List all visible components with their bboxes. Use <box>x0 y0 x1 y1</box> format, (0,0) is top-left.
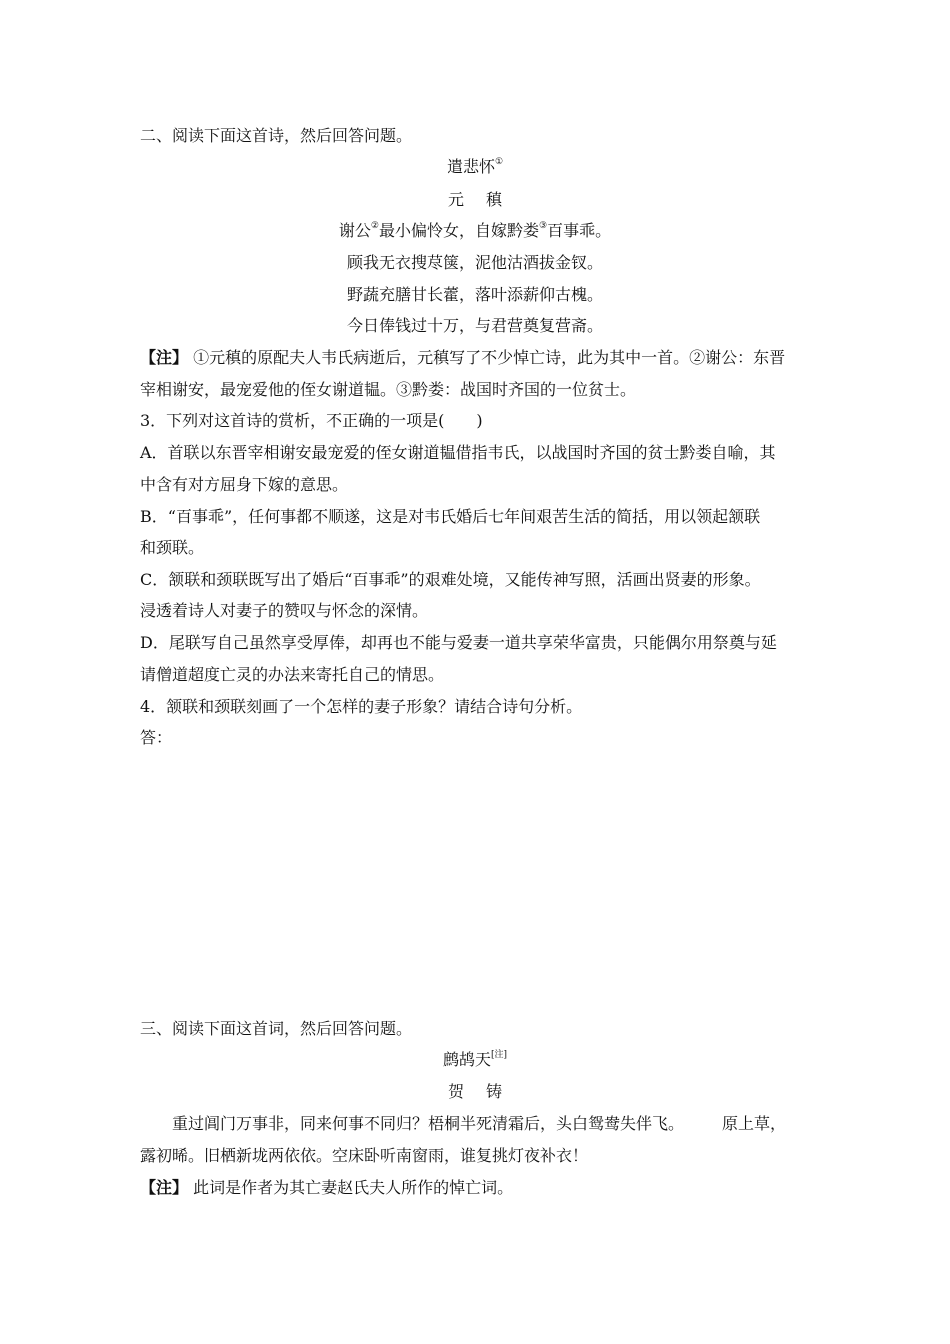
poem-title-text: 遣悲怀 <box>446 157 495 176</box>
ci-author-char-2: 铸 <box>486 1082 503 1101</box>
section3-heading: 三、阅读下面这首词，然后回答问题。 <box>140 1019 413 1038</box>
option-b-line-1: B．“百事乖”，任何事都不顺遂，这是对韦氏婚后七年间艰苦生活的简括，用以领起颔联 <box>140 507 761 526</box>
ci-text-line-1-part-a: 重过阊门万事非，同来何事不同归？梧桐半死清霜后，头白鸳鸯失伴飞。 <box>172 1114 685 1133</box>
option-c-line-2: 浸透着诗人对妻子的赞叹与怀念的深情。 <box>140 601 429 620</box>
ci-text-line-2: 露初晞。旧栖新垅两依依。空床卧听南窗雨，谁复挑灯夜补衣！ <box>140 1146 589 1165</box>
question-3: 3．下列对这首诗的赏析，不正确的一项是( ) <box>140 411 483 430</box>
ci-note <box>140 1178 810 1198</box>
poem-note-line-2: 宰相谢安，最宠爱他的侄女谢道韫。③黔娄：战国时齐国的一位贫士。 <box>140 380 637 399</box>
option-a-line-2: 中含有对方屈身下嫁的意思。 <box>140 475 349 494</box>
ci-title <box>140 1050 810 1070</box>
poem-line-1-part-c: 百事乖。 <box>547 221 612 240</box>
option-a-line-1: A．首联以东晋宰相谢安最宠爱的侄女谢道韫借指韦氏，以战国时齐国的贫士黔娄自喻，其 <box>140 443 776 462</box>
poem-line-4: 今日俸钱过十万，与君营奠复营斋。 <box>346 316 603 335</box>
footnote-marker-2: ② <box>370 221 379 231</box>
ci-note-text: 此词是作者为其亡妻赵氏夫人所作的悼亡词。 <box>193 1178 514 1197</box>
author-char-2: 稹 <box>486 190 503 209</box>
poem-author <box>140 190 810 210</box>
note-label: 【注】 <box>140 348 189 367</box>
poem-line-1-part-a: 谢公 <box>338 221 371 240</box>
answer-label: 答： <box>140 728 173 747</box>
ci-title-note-marker: [注] <box>490 1050 508 1060</box>
question-4: 4．颔联和颈联刻画了一个怎样的妻子形象？请结合诗句分析。 <box>140 697 583 716</box>
ci-title-text: 鹧鸪天 <box>442 1050 491 1069</box>
poem-line-3: 野蔬充膳甘长藿，落叶添薪仰古槐。 <box>346 285 603 304</box>
poem-line-2: 顾我无衣搜荩箧，泥他沽酒拔金钗。 <box>346 253 603 272</box>
section2-heading: 二、阅读下面这首诗，然后回答问题。 <box>140 126 413 145</box>
footnote-marker-3: ③ <box>539 221 548 231</box>
poem-line-1-part-b: 最小偏怜女，自嫁黔娄 <box>378 221 539 240</box>
poem-title-footnote-marker: ① <box>494 157 504 167</box>
note-text-1: ①元稹的原配夫人韦氏病逝后，元稹写了不少悼亡诗，此为其中一首。②谢公：东晋 <box>193 348 786 367</box>
option-b-line-2: 和颈联。 <box>140 538 205 557</box>
ci-text-line-1-part-b: 原上草， <box>722 1114 787 1133</box>
option-d-line-2: 请僧道超度亡灵的办法来寄托自己的情思。 <box>140 665 445 684</box>
poem-title <box>140 157 810 177</box>
option-d-line-1: D．尾联写自己虽然享受厚俸，却再也不能与爱妻一道共享荣华富贵，只能偶尔用祭奠与延 <box>140 633 777 652</box>
poem-note-line-1 <box>140 348 810 368</box>
ci-author-char-1: 贺 <box>447 1082 464 1101</box>
ci-author <box>140 1082 810 1102</box>
ci-text-line-1 <box>140 1114 810 1134</box>
ci-note-label: 【注】 <box>140 1178 189 1197</box>
option-c-line-1: C．颔联和颈联既写出了婚后“百事乖”的艰难处境，又能传神写照，活画出贤妻的形象。 <box>140 570 761 589</box>
author-char-1: 元 <box>447 190 464 209</box>
poem-line-1 <box>140 221 810 241</box>
